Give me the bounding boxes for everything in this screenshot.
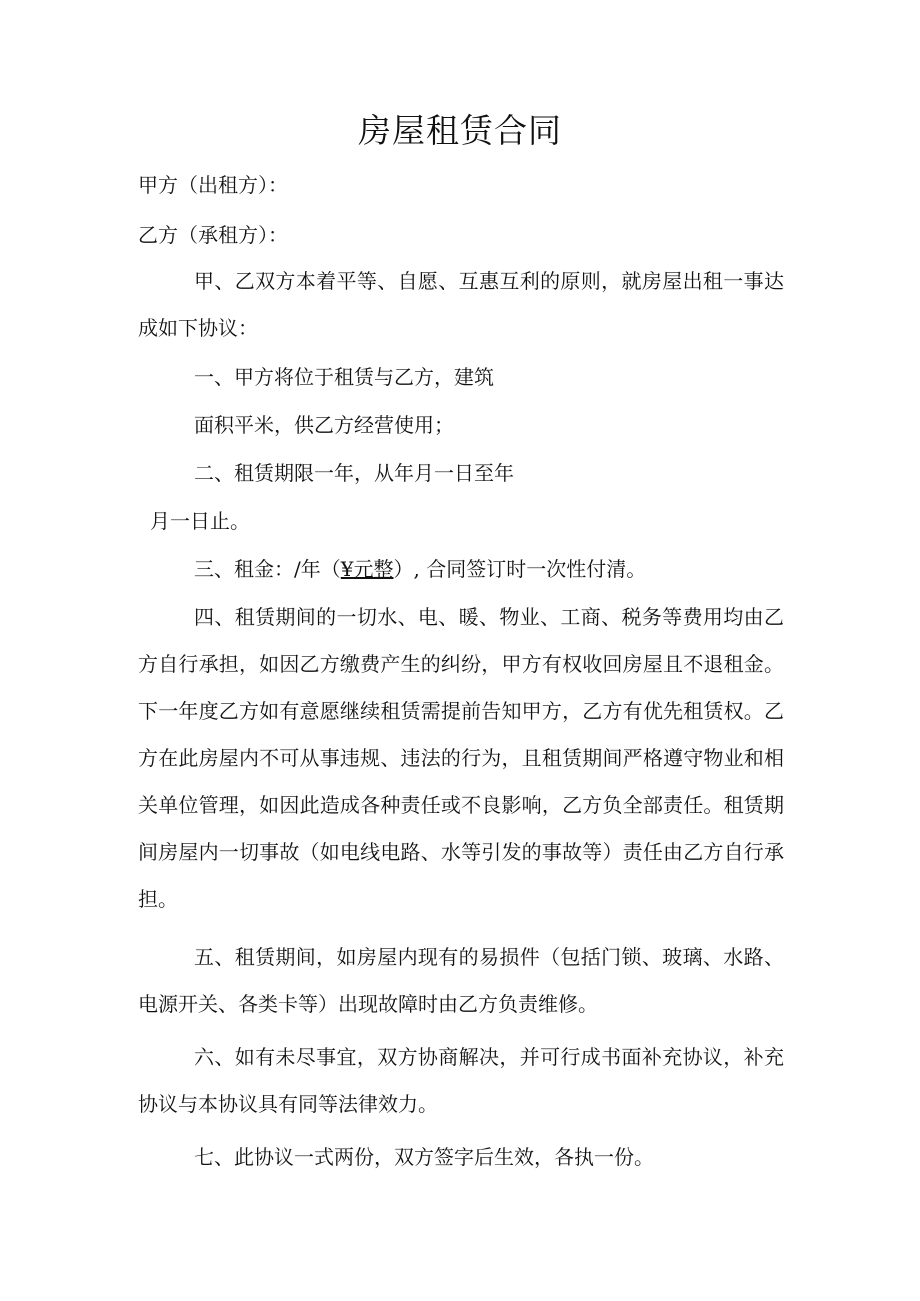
clause-1-line-1: 一、甲方将位于租赁与乙方，建筑	[194, 365, 494, 389]
rent-amount-underlined: ¥元整	[340, 557, 394, 581]
clause-1-line-2: 面积平米，供乙方经营使用；	[194, 413, 454, 437]
party-b-line: 乙方（承租方）：	[138, 223, 288, 247]
clause-5-paragraph: 五、租赁期间，如房屋内现有的易损件（包括门锁、玻璃、水路、电源开关、各类卡等）出现故障时由乙方负责维修。	[138, 945, 784, 1016]
clause-4-paragraph: 四、租赁期间的一切水、电、暖、物业、工商、税务等费用均由乙方自行承担，如因乙方缴费产生的纠纷，甲方有权收回房屋且不退租金。下一年度乙方如有意愿继续租赁需提前告知甲方，乙方有优先租赁权。乙方在此房屋内不可从事违规、违法的行为，且租赁期间严格遵守物业和相关单位管理，如因此造成各种责任或不良影响，乙方负全部责任。租赁期间房屋内一切事故（如电线电路、水等引发的事故等）责任由乙方自行承担。	[138, 605, 784, 911]
party-a-line: 甲方（出租方）：	[138, 173, 288, 197]
intro-paragraph: 甲、乙双方本着平等、自愿、互惠互利的原则，就房屋出租一事达成如下协议：	[138, 269, 784, 340]
document-title: 房屋租赁合同	[358, 111, 562, 150]
clause-3-suffix: ）, 合同签订时一次性付清。	[393, 557, 647, 581]
clause-2-line-2: 月一日止。	[150, 509, 250, 533]
clause-7-line: 七、此协议一式两份，双方签字后生效，各执一份。	[194, 1145, 654, 1169]
clause-3-line	[194, 554, 646, 584]
clause-3-prefix: 三、租金：/年（	[194, 557, 341, 581]
clause-2-line-1: 二、租赁期限一年，从年月一日至年	[194, 461, 514, 485]
clause-6-paragraph: 六、如有未尽事宜，双方协商解决，并可行成书面补充协议，补充协议与本协议具有同等法律效力。	[138, 1045, 784, 1116]
